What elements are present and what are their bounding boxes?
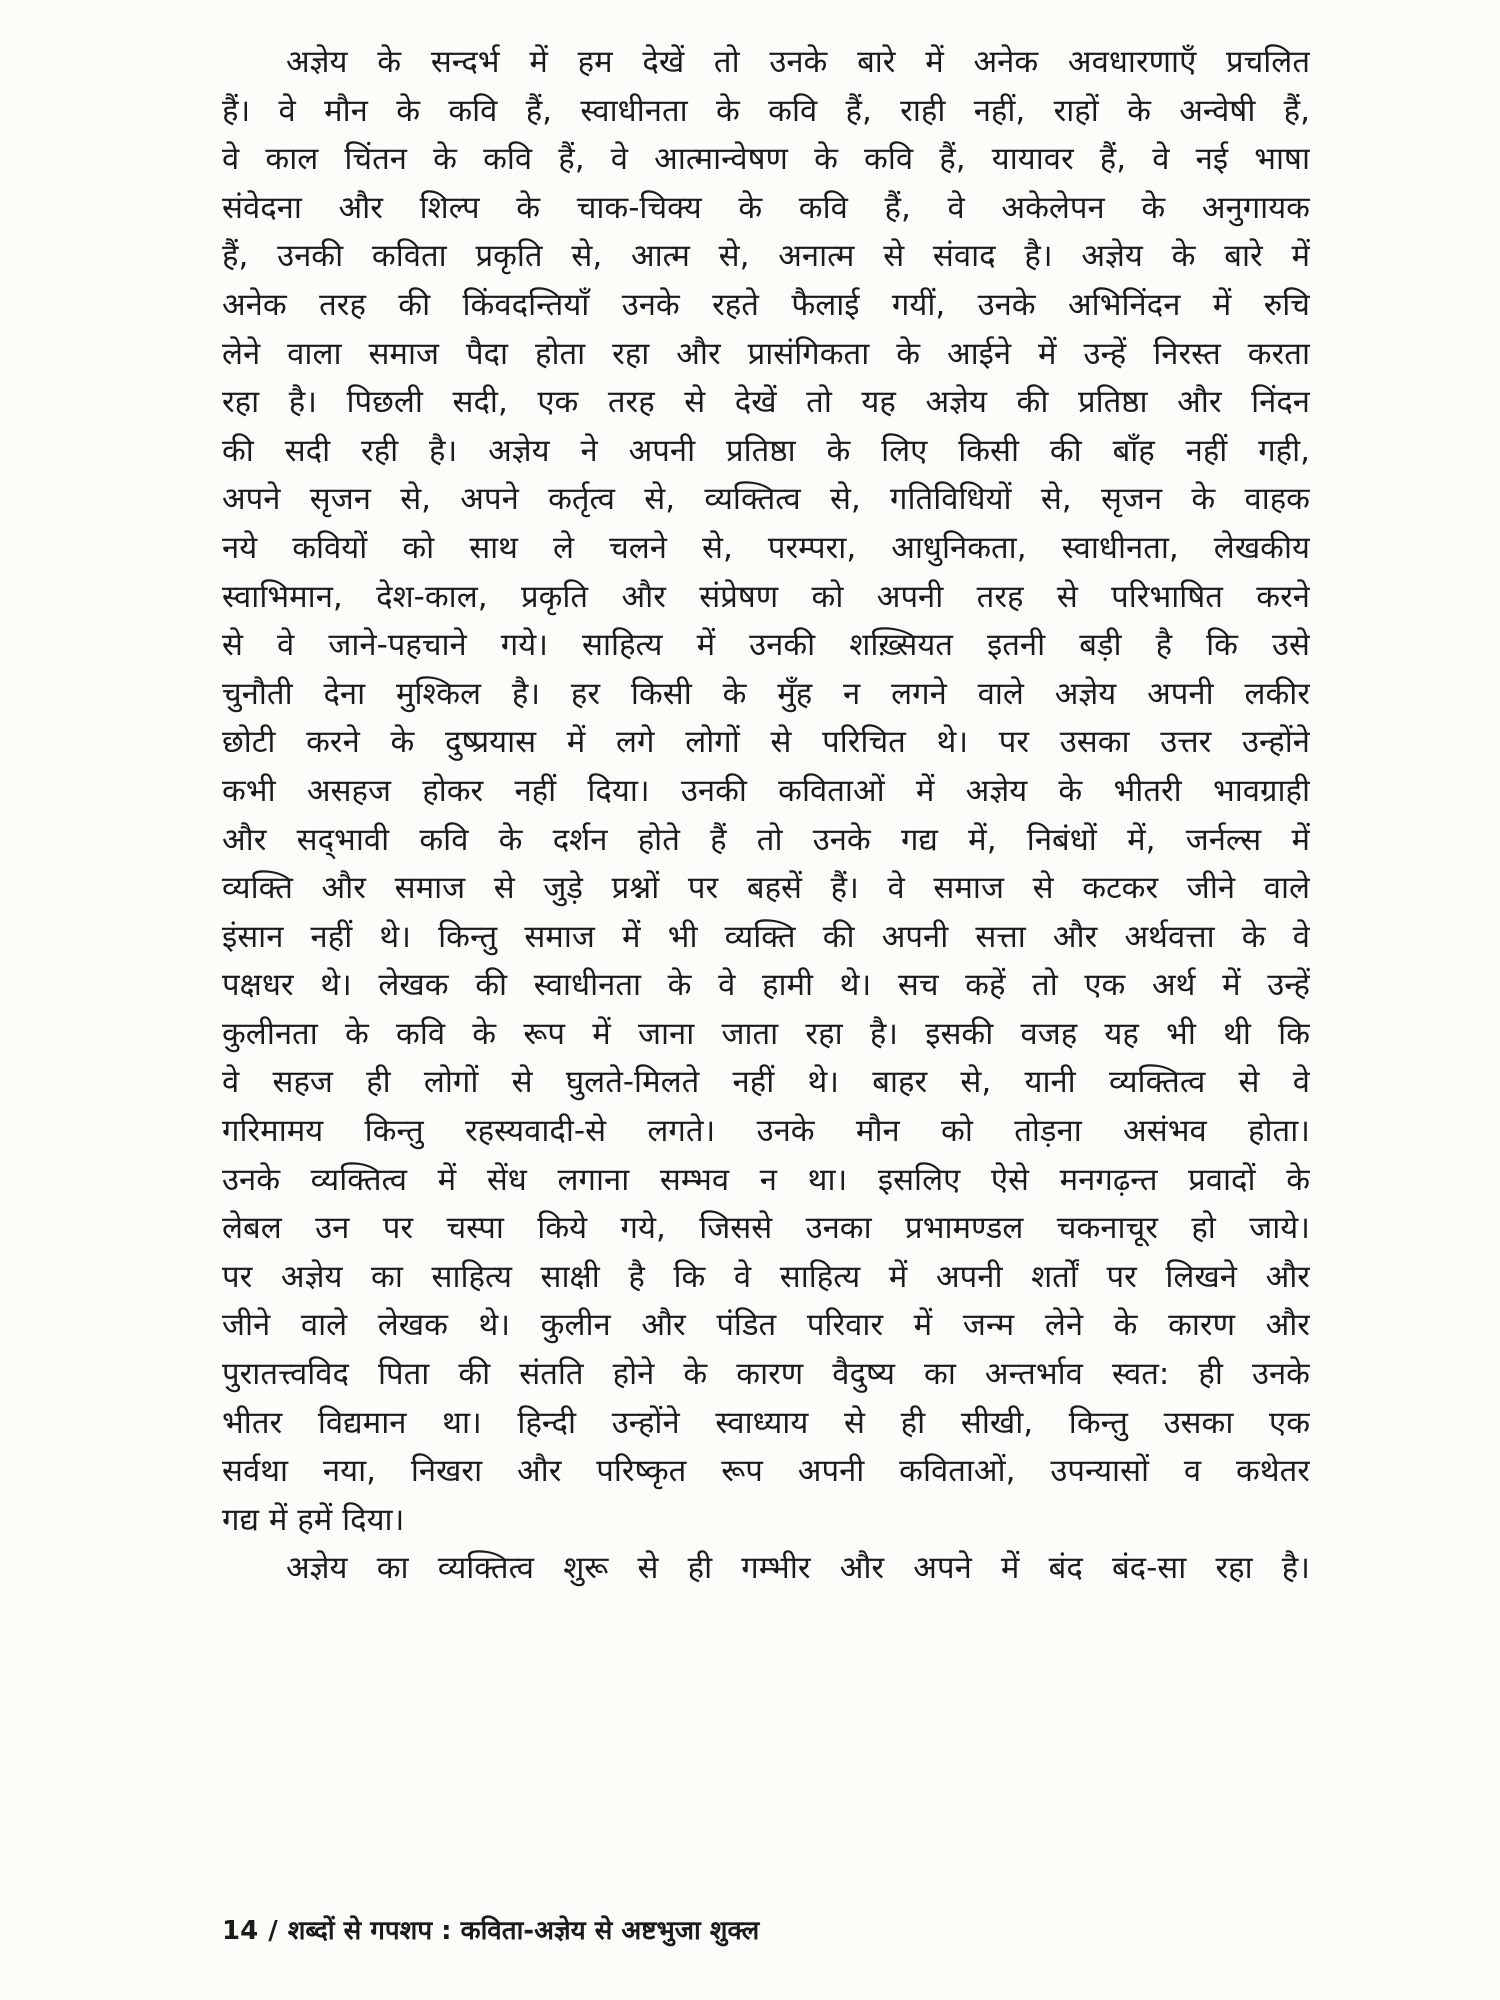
paragraph-line: गरिमामय किन्तु रहस्यवादी-से लगते। उनके मौन को तोड़ना असंभव होता।: [222, 1113, 1310, 1150]
paragraph-line: लेने वाला समाज पैदा होता रहा और प्रासंगिकता के आईने में उन्हें निरस्त करता: [222, 335, 1310, 372]
paragraph-line: भीतर विद्यमान था। हिन्दी उन्होंने स्वाध्याय से ही सीखी, किन्तु उसका एक: [222, 1404, 1310, 1441]
paragraph-line: वे काल चिंतन के कवि हैं, वे आत्मान्वेषण के कवि हैं, यायावर हैं, वे नई भाषा: [222, 141, 1310, 178]
paragraph-line: गद्य में हमें दिया।: [222, 1501, 405, 1538]
paragraph-line: उनके व्यक्तित्व में सेंध लगाना सम्भव न था। इसलिए ऐसे मनगढ़न्त प्रवादों के: [222, 1161, 1310, 1198]
paragraph-line: हैं। वे मौन के कवि हैं, स्वाधीनता के कवि हैं, राही नहीं, राहों के अन्वेषी हैं,: [222, 92, 1310, 129]
paragraph-2: [222, 1544, 1310, 1593]
paragraph-line: छोटी करने के दुष्प्रयास में लगे लोगों से परिचित थे। पर उसका उत्तर उन्होंने: [222, 724, 1310, 761]
paragraph-line: हैं, उनकी कविता प्रकृति से, आत्म से, अनात्म से संवाद है। अज्ञेय के बारे में: [222, 238, 1310, 275]
paragraph-line: संवेदना और शिल्प के चाक-चिक्य के कवि हैं, वे अकेलेपन के अनुगायक: [222, 189, 1310, 226]
paragraph-line: अपने सृजन से, अपने कर्तृत्व से, व्यक्तित्व से, गतिविधियों से, सृजन के वाहक: [222, 481, 1310, 518]
paragraph-line: चुनौती देना मुश्किल है। हर किसी के मुँह न लगने वाले अज्ञेय अपनी लकीर: [222, 675, 1310, 712]
paragraph-line: इंसान नहीं थे। किन्तु समाज में भी व्यक्ति की अपनी सत्ता और अर्थवत्ता के वे: [222, 918, 1310, 955]
paragraph-line: रहा है। पिछली सदी, एक तरह से देखें तो यह अज्ञेय की प्रतिष्ठा और निंदन: [222, 384, 1310, 421]
paragraph-line: लेबल उन पर चस्पा किये गये, जिससे उनका प्रभामण्डल चकनाचूर हो जाये।: [222, 1210, 1310, 1247]
paragraph-line: सर्वथा नया, निखरा और परिष्कृत रूप अपनी कविताओं, उपन्यासों व कथेतर: [222, 1453, 1310, 1490]
paragraph-line: वे सहज ही लोगों से घुलते-मिलते नहीं थे। बाहर से, यानी व्यक्तित्व से वे: [222, 1064, 1310, 1101]
footer-separator: /: [268, 1916, 278, 1946]
paragraph-line: जीने वाले लेखक थे। कुलीन और पंडित परिवार में जन्म लेने के कारण और: [222, 1307, 1310, 1344]
paragraph-1: [222, 38, 1310, 1544]
paragraph-line: नये कवियों को साथ ले चलने से, परम्परा, आधुनिकता, स्वाधीनता, लेखकीय: [222, 529, 1310, 566]
paragraph-line: अज्ञेय के सन्दर्भ में हम देखें तो उनके बारे में अनेक अवधारणाएँ प्रचलित: [286, 44, 1310, 80]
paragraph-line: से वे जाने-पहचाने गये। साहित्य में उनकी शख़्सियत इतनी बड़ी है कि उसे: [222, 627, 1310, 664]
paragraph-line: पक्षधर थे। लेखक की स्वाधीनता के वे हामी थे। सच कहें तो एक अर्थ में उन्हें: [222, 967, 1310, 1004]
body-text: [222, 38, 1310, 1593]
paragraph-line: अज्ञेय का व्यक्तित्व शुरू से ही गम्भीर और अपने में बंद बंद-सा रहा है।: [286, 1550, 1310, 1587]
paragraph-line: स्वाभिमान, देश-काल, प्रकृति और संप्रेषण को अपनी तरह से परिभाषित करने: [222, 578, 1310, 615]
paragraph-line: की सदी रही है। अज्ञेय ने अपनी प्रतिष्ठा के लिए किसी की बाँह नहीं गही,: [222, 432, 1310, 469]
paragraph-line: अनेक तरह की किंवदन्तियाँ उनके रहते फैलाई गयीं, उनके अभिनिंदन में रुचि: [222, 286, 1310, 323]
paragraph-line: पर अज्ञेय का साहित्य साक्षी है कि वे साहित्य में अपनी शर्तों पर लिखने और: [222, 1258, 1310, 1295]
paragraph-line: कभी असहज होकर नहीं दिया। उनकी कविताओं में अज्ञेय के भीतरी भावग्राही: [222, 772, 1310, 809]
running-title: शब्दों से गपशप : कविता-अज्ञेय से अष्टभुजा शुक्ल: [287, 1916, 760, 1946]
paragraph-line: और सद्‌भावी कवि के दर्शन होते हैं तो उनके गद्य में, निबंधों में, जर्नल्स में: [222, 821, 1310, 858]
paragraph-line: व्यक्ति और समाज से जुड़े प्रश्नों पर बहसें हैं। वे समाज से कटकर जीने वाले: [222, 870, 1310, 907]
page-number: 14: [222, 1916, 259, 1946]
page-footer: [222, 1911, 759, 1947]
paragraph-line: पुरातत्त्वविद पिता की संतति होने के कारण वैदुष्य का अन्तर्भाव स्वत: ही उनके: [222, 1356, 1310, 1393]
paragraph-line: कुलीनता के कवि के रूप में जाना जाता रहा है। इसकी वजह यह भी थी कि: [222, 1015, 1310, 1052]
